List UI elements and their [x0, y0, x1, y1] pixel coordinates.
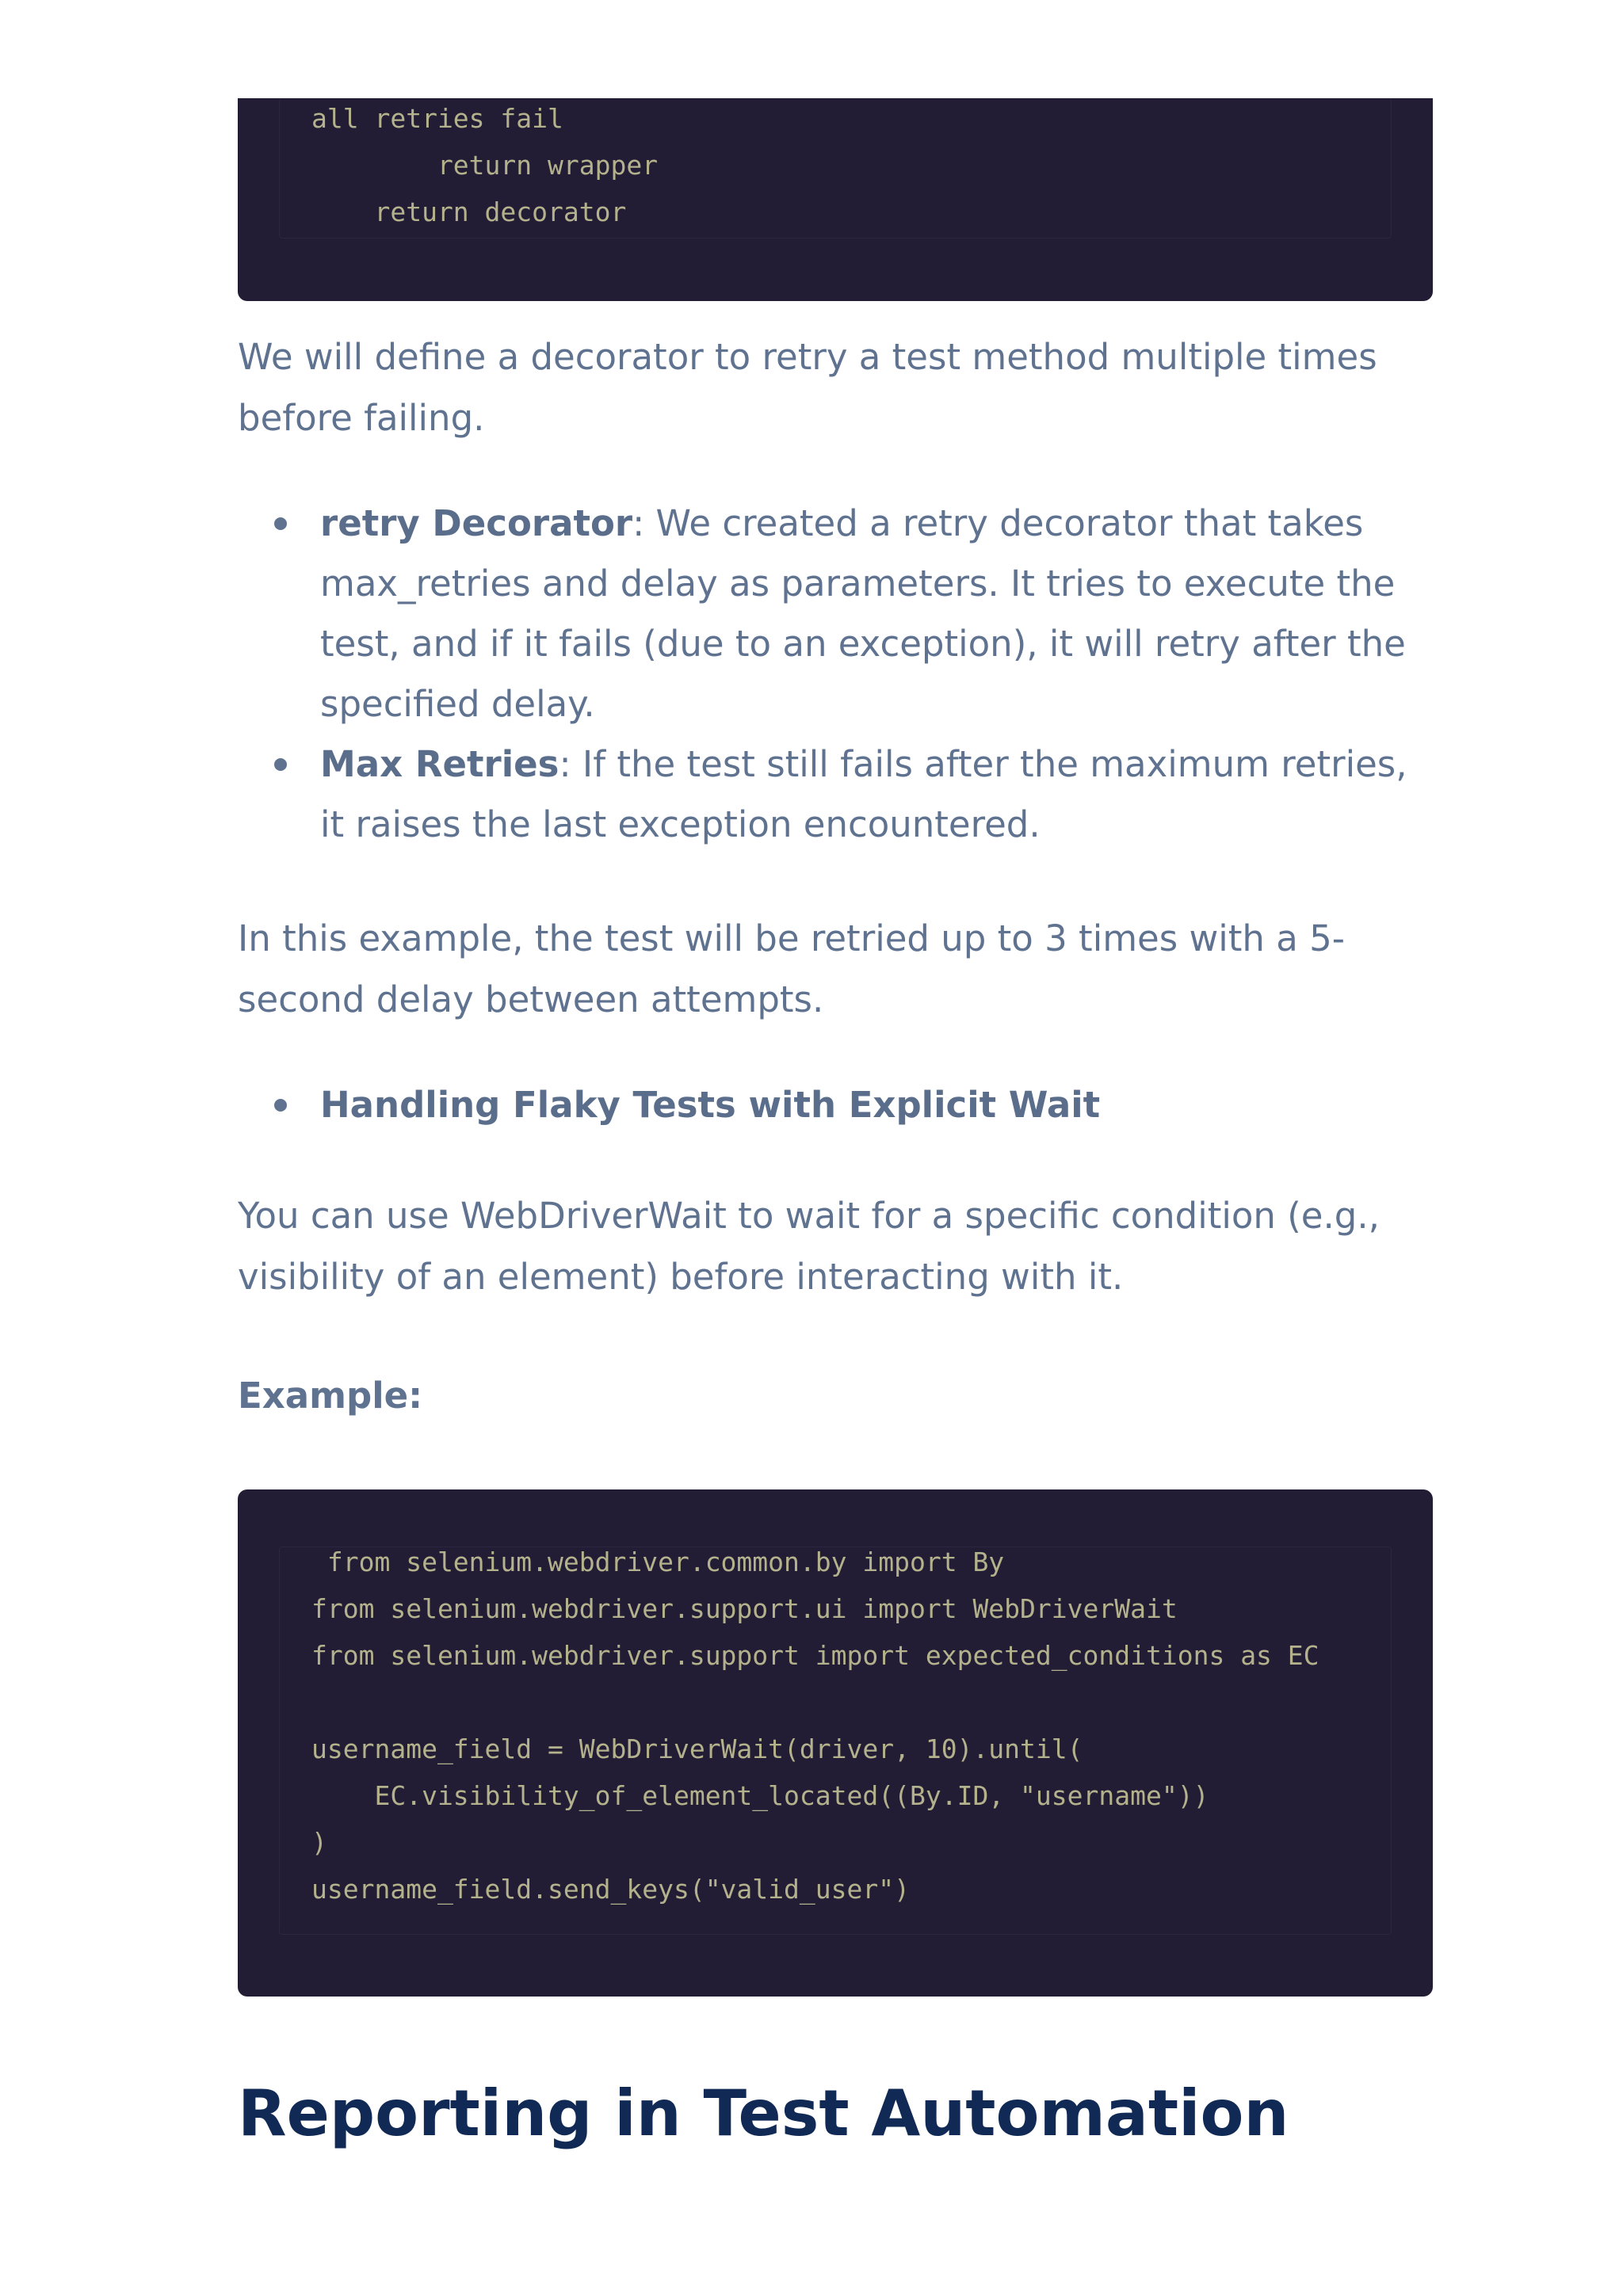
- bullet-term: retry Decorator: [320, 502, 633, 544]
- list-item: [320, 494, 1433, 734]
- list-item: [320, 734, 1433, 855]
- bullet-dot: [274, 1099, 287, 1112]
- bullet-term: Max Retries: [320, 743, 559, 785]
- section-heading: Reporting in Test Automation: [238, 2077, 1289, 2150]
- code-text: from selenium.webdriver.common.by import By from selenium.webdriver.support.ui import WebDriverWait from selenium.webdriver.support import expected_conditions as EC username_field = WebDriverWait(driver, 10).until( EC.visibility_of_element_located((By.ID, "username")) ) username_field.send_keys("valid_user"): [311, 1547, 1319, 1905]
- paragraph-webdriverwait: You can use WebDriverWait to wait for a specific condition (e.g., visibility of an element) before interacting with it.: [238, 1195, 1380, 1298]
- code-text: all retries fail return wrapper return decorator: [311, 103, 659, 227]
- bullet-term: Handling Flaky Tests with Explicit Wait: [320, 1084, 1101, 1126]
- list-item: [320, 1075, 1433, 1135]
- code-block-explicit-wait: [238, 1489, 1433, 1997]
- example-label: Example:: [238, 1375, 423, 1417]
- bullet-list-retry: [238, 494, 1433, 855]
- bullet-list-explicit-wait: [238, 1075, 1433, 1135]
- paragraph-retry-example: In this example, the test will be retried up to 3 times with a 5-second delay between attempts.: [238, 917, 1345, 1020]
- bullet-text: : If the test still fails after the maximum retries, it raises the last exception encountered.: [320, 743, 1407, 845]
- bullet-dot: [274, 517, 287, 530]
- code-block-retry-decorator: [238, 98, 1433, 301]
- bullet-dot: [274, 758, 287, 771]
- paragraph-decorator-intro: We will define a decorator to retry a test method multiple times before failing.: [238, 336, 1377, 439]
- bullet-text: : We created a retry decorator that takes max_retries and delay as parameters. It tries to execute the test, and if it fails (due to an exception), it will retry after the specified delay.: [320, 502, 1406, 725]
